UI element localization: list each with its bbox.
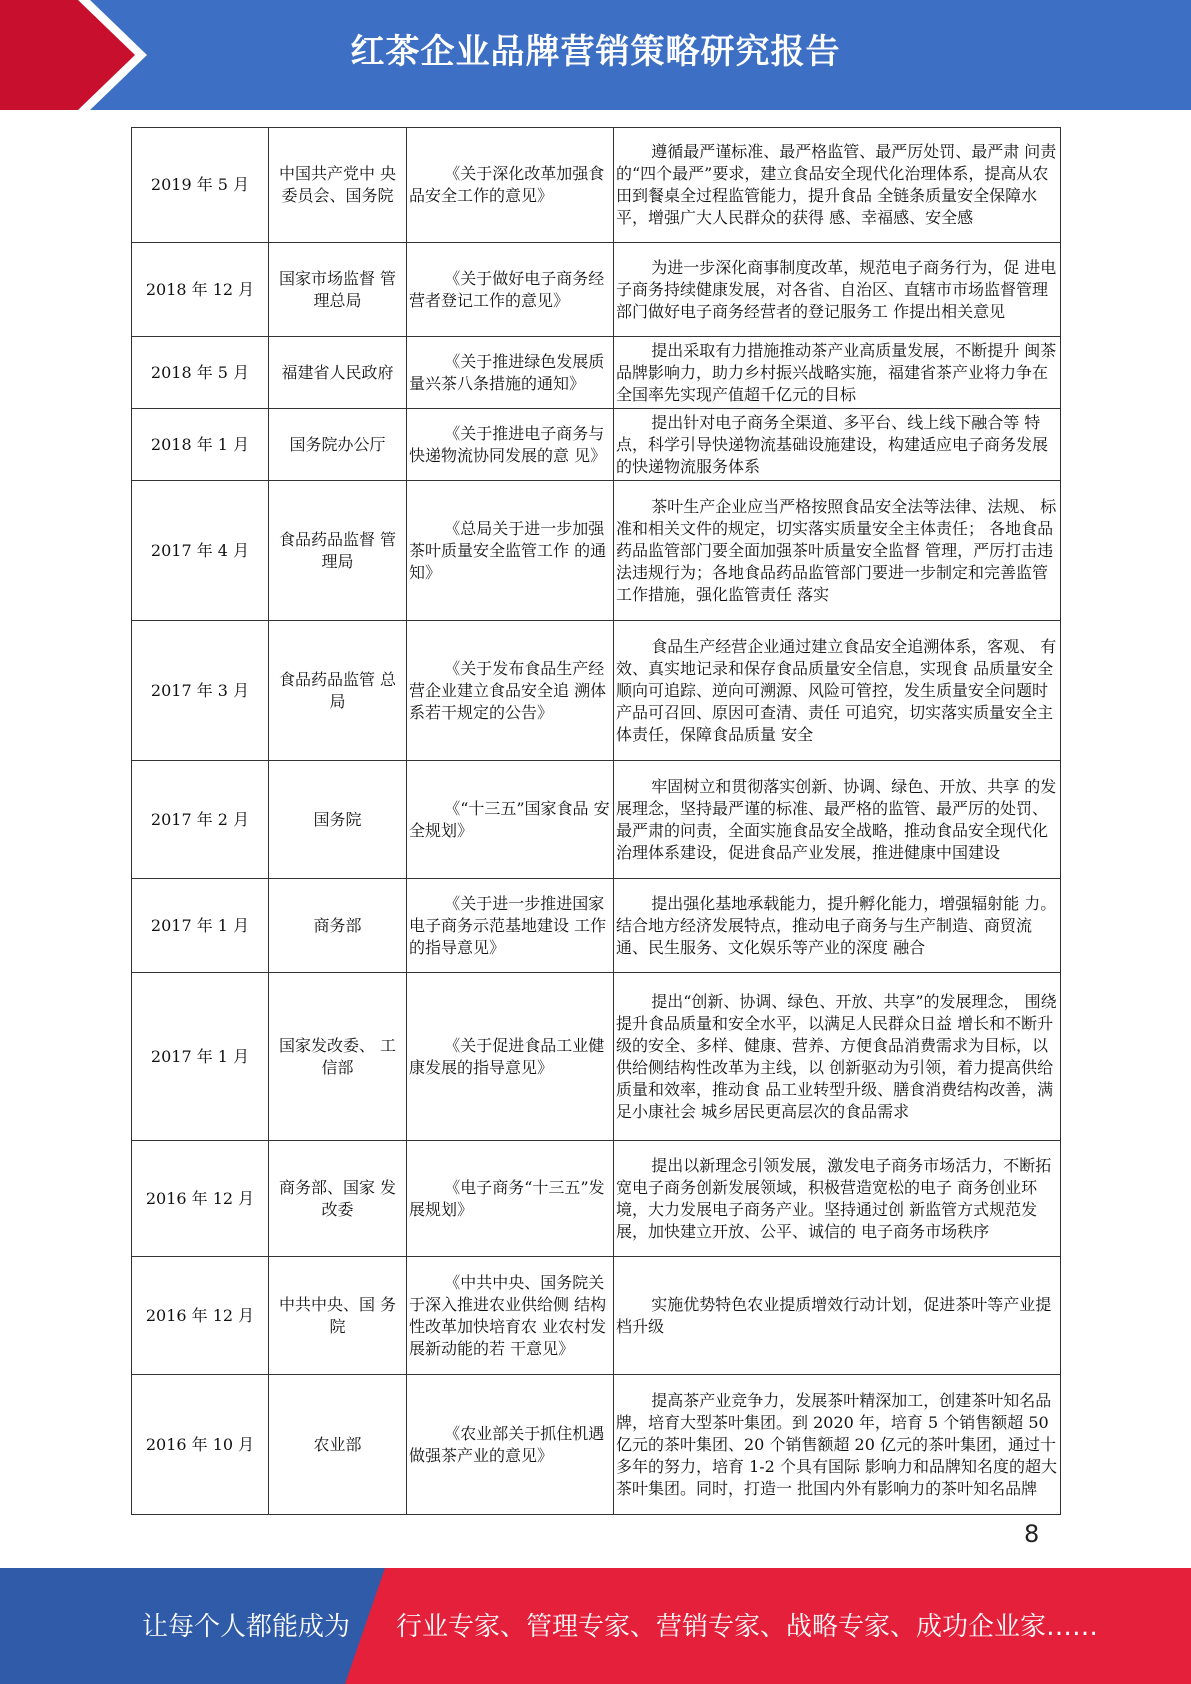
row-department: 食品药品监管 总局 <box>269 621 407 761</box>
row-department: 商务部、国家 发改委 <box>269 1141 407 1257</box>
page-number: 8 <box>1024 1520 1040 1548</box>
row-department: 国家发改委、 工信部 <box>269 973 407 1141</box>
footer-slogan-right: 行业专家、管理专家、营销专家、战略专家、成功企业家…… <box>396 1612 1099 1642</box>
row-description: 提出采取有力措施推动茶产业高质量发展，不断提升 闽茶品牌影响力，助力乡村振兴战略实施，福建省茶产业将力争在全国率先实现产值超千亿元的目标 <box>614 337 1061 409</box>
row-date: 2017 年 3 月 <box>132 621 269 761</box>
table-row <box>132 1257 1061 1375</box>
row-date: 2018 年 1 月 <box>132 409 269 481</box>
row-date: 2017 年 2 月 <box>132 761 269 879</box>
row-date: 2017 年 1 月 <box>132 973 269 1141</box>
row-document: 《农业部关于抓住机遇 做强茶产业的意见》 <box>407 1375 614 1515</box>
row-document: 《关于推进绿色发展质 量兴茶八条措施的通知》 <box>407 337 614 409</box>
row-department: 农业部 <box>269 1375 407 1515</box>
row-document: 《关于发布食品生产经 营企业建立食品安全追 溯体系若干规定的公告》 <box>407 621 614 761</box>
footer-banner <box>0 1568 1191 1684</box>
table-row <box>132 481 1061 621</box>
row-description: 提高茶产业竞争力，发展茶叶精深加工，创建茶叶知名品牌，培育大型茶叶集团。到 2020 年，培育 5 个销售额超 50 亿元的茶叶集团、20 个销售额超 20 亿元的茶叶集团，通过十多年的努力，培育 1-2 个具有国际 影响力和品牌知名度的超大茶叶集团。同时，打造一 批国内外有影响力的茶叶知名品牌 <box>614 1375 1061 1515</box>
row-department: 国务院 <box>269 761 407 879</box>
table-row <box>132 243 1061 337</box>
table-row <box>132 409 1061 481</box>
row-date: 2016 年 10 月 <box>132 1375 269 1515</box>
row-document: 《关于深化改革加强食 品安全工作的意见》 <box>407 128 614 243</box>
table-row <box>132 128 1061 243</box>
row-date: 2016 年 12 月 <box>132 1257 269 1375</box>
row-department: 国务院办公厅 <box>269 409 407 481</box>
row-department: 中国共产党中 央委员会、国务院 <box>269 128 407 243</box>
row-date: 2017 年 4 月 <box>132 481 269 621</box>
row-description: 实施优势特色农业提质增效行动计划，促进茶叶等产业提档升级 <box>614 1257 1061 1375</box>
row-department: 中共中央、国 务院 <box>269 1257 407 1375</box>
table-row <box>132 1375 1061 1515</box>
row-document: 《关于做好电子商务经 营者登记工作的意见》 <box>407 243 614 337</box>
row-document: 《中共中央、国务院关 于深入推进农业供给侧 结构性改革加快培育农 业农村发展新动能的若 干意见》 <box>407 1257 614 1375</box>
policy-table <box>131 127 1061 1515</box>
row-department: 食品药品监督 管理局 <box>269 481 407 621</box>
row-date: 2018 年 5 月 <box>132 337 269 409</box>
report-title: 红茶企业品牌营销策略研究报告 <box>350 32 841 72</box>
table-row <box>132 1141 1061 1257</box>
row-description: 茶叶生产企业应当严格按照食品安全法等法律、法规、 标准和相关文件的规定，切实落实质量安全主体责任； 各地食品药品监管部门要全面加强茶叶质量安全监督 管理，严厉打击违法违规行为；各地食品药品监管部门要进一步制定和完善监管工作措施，强化监管责任 落实 <box>614 481 1061 621</box>
row-description: 牢固树立和贯彻落实创新、协调、绿色、开放、共享 的发展理念，坚持最严谨的标准、最严格的监管、最严厉的处罚、最严肃的问责，全面实施食品安全战略，推动食品安全现代化治理体系建设，促进食品产业发展，推进健康中国建设 <box>614 761 1061 879</box>
row-document: 《总局关于进一步加强 茶叶质量安全监管工作 的通知》 <box>407 481 614 621</box>
row-department: 商务部 <box>269 879 407 973</box>
row-date: 2018 年 12 月 <box>132 243 269 337</box>
row-description: 提出“创新、协调、绿色、开放、共享”的发展理念， 围绕提升食品质量和安全水平，以满足人民群众日益 增长和不断升级的安全、多样、健康、营养、方便食品消费需求为目标，以供给侧结构性改革为主线，以 创新驱动为引领，着力提高供给质量和效率，推动食 品工业转型升级、膳食消费结构改善，满足小康社会 城乡居民更高层次的食品需求 <box>614 973 1061 1141</box>
row-document: 《关于推进电子商务与 快递物流协同发展的意 见》 <box>407 409 614 481</box>
row-date: 2019 年 5 月 <box>132 128 269 243</box>
row-department: 福建省人民政府 <box>269 337 407 409</box>
footer-slogan-left: 让每个人都能成为 <box>142 1612 351 1642</box>
row-description: 提出强化基地承载能力，提升孵化能力，增强辐射能 力。结合地方经济发展特点，推动电子商务与生产制造、商贸流通、民生服务、文化娱乐等产业的深度 融合 <box>614 879 1061 973</box>
row-department: 国家市场监督 管理总局 <box>269 243 407 337</box>
table-row <box>132 761 1061 879</box>
row-description: 提出针对电子商务全渠道、多平台、线上线下融合等 特点，科学引导快递物流基础设施建设，构建适应电子商务发展的快递物流服务体系 <box>614 409 1061 481</box>
table-row <box>132 879 1061 973</box>
table-row <box>132 973 1061 1141</box>
report-header-banner <box>0 0 1191 110</box>
row-description: 为进一步深化商事制度改革，规范电子商务行为，促 进电子商务持续健康发展，对各省、自治区、直辖市市场监督管理部门做好电子商务经营者的登记服务工 作提出相关意见 <box>614 243 1061 337</box>
row-date: 2016 年 12 月 <box>132 1141 269 1257</box>
row-document: 《关于进一步推进国家 电子商务示范基地建设 工作的指导意见》 <box>407 879 614 973</box>
table-row <box>132 621 1061 761</box>
row-document: 《电子商务“十三五”发展规划》 <box>407 1141 614 1257</box>
row-document: 《“十三五”国家食品 安全规划》 <box>407 761 614 879</box>
row-description: 食品生产经营企业通过建立食品安全追溯体系，客观、 有效、真实地记录和保存食品质量安全信息，实现食 品质量安全顺向可追踪、逆向可溯源、风险可管控，发生质量安全问题时产品可召回、原因可查清、责任 可追究，切实落实质量安全主体责任，保障食品质量 安全 <box>614 621 1061 761</box>
table-row <box>132 337 1061 409</box>
row-date: 2017 年 1 月 <box>132 879 269 973</box>
row-document: 《关于促进食品工业健 康发展的指导意见》 <box>407 973 614 1141</box>
row-description: 提出以新理念引领发展，激发电子商务市场活力，不断拓宽电子商务创新发展领域，积极营造宽松的电子 商务创业环境，大力发展电子商务产业。坚持通过创 新监管方式规范发展，加快建立开放、公平、诚信的 电子商务市场秩序 <box>614 1141 1061 1257</box>
row-description: 遵循最严谨标准、最严格监管、最严厉处罚、最严肃 问责的“四个最严”要求，建立食品安全现代化治理体系，提高从农田到餐桌全过程监管能力，提升食品 全链条质量安全保障水平，增强广大人民群众的获得 感、幸福感、安全感 <box>614 128 1061 243</box>
